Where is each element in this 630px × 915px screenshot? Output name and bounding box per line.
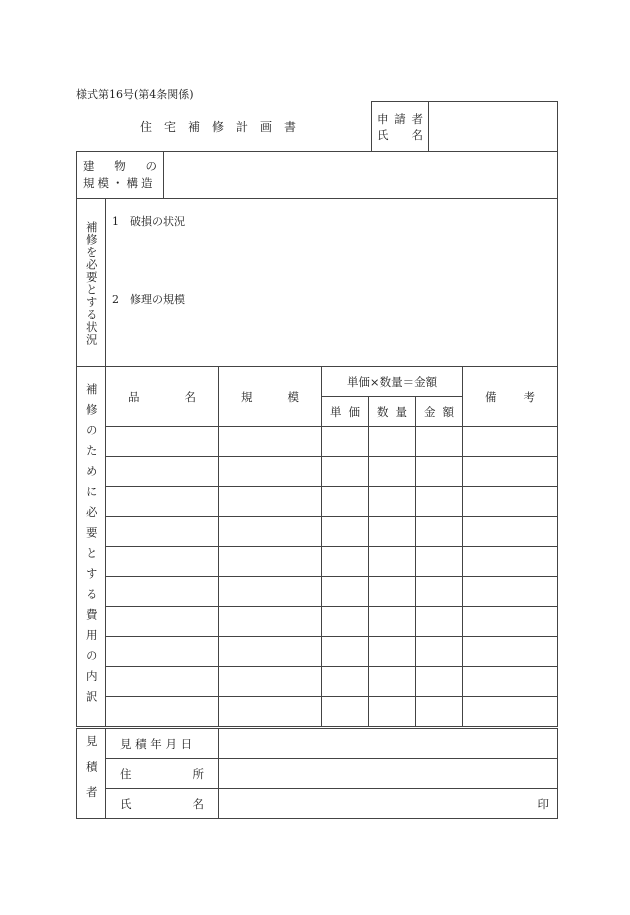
cell-remarks[interactable] bbox=[463, 487, 558, 517]
address-field[interactable] bbox=[219, 759, 558, 789]
name-label: 氏 名 bbox=[106, 789, 219, 819]
applicant-label-bottom: 氏 名 bbox=[377, 127, 423, 142]
building-label: 建 物 の 規模・構造 bbox=[77, 152, 164, 199]
cell-scale[interactable] bbox=[219, 487, 322, 517]
table-row bbox=[77, 667, 558, 697]
cell-amount[interactable] bbox=[416, 427, 463, 457]
building-table bbox=[76, 151, 558, 199]
cell-quantity[interactable] bbox=[369, 427, 416, 457]
cell-scale[interactable] bbox=[219, 697, 322, 727]
cell-amount[interactable] bbox=[416, 517, 463, 547]
table-row bbox=[77, 457, 558, 487]
cell-unit-price[interactable] bbox=[322, 427, 369, 457]
header-table bbox=[76, 101, 558, 152]
cell-amount[interactable] bbox=[416, 487, 463, 517]
cell-quantity[interactable] bbox=[369, 637, 416, 667]
cell-remarks[interactable] bbox=[463, 667, 558, 697]
cell-quantity[interactable] bbox=[369, 697, 416, 727]
cell-amount[interactable] bbox=[416, 667, 463, 697]
cell-scale[interactable] bbox=[219, 457, 322, 487]
cell-remarks[interactable] bbox=[463, 697, 558, 727]
header-formula: 単価×数量＝金額 bbox=[322, 367, 463, 397]
cell-unit-price[interactable] bbox=[322, 697, 369, 727]
cell-remarks[interactable] bbox=[463, 577, 558, 607]
cell-quantity[interactable] bbox=[369, 667, 416, 697]
cell-amount[interactable] bbox=[416, 607, 463, 637]
estimator-table bbox=[76, 728, 558, 819]
header-amount: 金 額 bbox=[416, 397, 463, 427]
cell-remarks[interactable] bbox=[463, 607, 558, 637]
table-row bbox=[77, 427, 558, 457]
cell-item-name[interactable] bbox=[106, 457, 219, 487]
estimate-date-label: 見 積 年 月 日 bbox=[106, 729, 219, 759]
cell-item-name[interactable] bbox=[106, 517, 219, 547]
cell-scale[interactable] bbox=[219, 427, 322, 457]
cell-amount[interactable] bbox=[416, 697, 463, 727]
cell-scale[interactable] bbox=[219, 667, 322, 697]
estimator-side-label: 見積者 bbox=[77, 729, 106, 819]
cell-remarks[interactable] bbox=[463, 637, 558, 667]
cell-unit-price[interactable] bbox=[322, 577, 369, 607]
document-title: 住宅補修計画書 bbox=[77, 102, 372, 152]
cell-remarks[interactable] bbox=[463, 547, 558, 577]
cell-scale[interactable] bbox=[219, 577, 322, 607]
building-label-line2: 規模・構造 bbox=[83, 176, 156, 190]
cell-scale[interactable] bbox=[219, 547, 322, 577]
table-row bbox=[77, 577, 558, 607]
cell-scale[interactable] bbox=[219, 517, 322, 547]
address-label: 住 所 bbox=[106, 759, 219, 789]
repair-scale-item: 2 修理の規模 bbox=[112, 293, 185, 306]
applicant-label-top: 申 請 者 bbox=[377, 111, 423, 126]
cell-item-name[interactable] bbox=[106, 547, 219, 577]
cell-quantity[interactable] bbox=[369, 607, 416, 637]
header-scale: 規 模 bbox=[219, 367, 322, 427]
cell-unit-price[interactable] bbox=[322, 487, 369, 517]
cell-quantity[interactable] bbox=[369, 577, 416, 607]
cell-unit-price[interactable] bbox=[322, 637, 369, 667]
cell-amount[interactable] bbox=[416, 547, 463, 577]
cell-quantity[interactable] bbox=[369, 517, 416, 547]
name-field[interactable] bbox=[219, 789, 558, 819]
header-remarks: 備 考 bbox=[463, 367, 558, 427]
cell-amount[interactable] bbox=[416, 637, 463, 667]
table-row bbox=[77, 637, 558, 667]
table-row bbox=[77, 517, 558, 547]
cell-unit-price[interactable] bbox=[322, 667, 369, 697]
cell-unit-price[interactable] bbox=[322, 547, 369, 577]
applicant-name-field[interactable] bbox=[429, 102, 558, 152]
cost-breakdown-table bbox=[76, 366, 558, 727]
damage-status-item: 1 破損の状況 bbox=[112, 215, 185, 228]
cell-quantity[interactable] bbox=[369, 487, 416, 517]
cell-item-name[interactable] bbox=[106, 637, 219, 667]
cell-item-name[interactable] bbox=[106, 577, 219, 607]
table-row bbox=[77, 607, 558, 637]
repair-situation-body[interactable] bbox=[106, 199, 558, 367]
cell-unit-price[interactable] bbox=[322, 607, 369, 637]
table-row bbox=[77, 487, 558, 517]
cell-quantity[interactable] bbox=[369, 457, 416, 487]
header-quantity: 数 量 bbox=[369, 397, 416, 427]
cell-scale[interactable] bbox=[219, 607, 322, 637]
repair-situation-side-label: 補修を必要とする状況 bbox=[77, 199, 106, 367]
table-row bbox=[77, 697, 558, 727]
cell-item-name[interactable] bbox=[106, 487, 219, 517]
cell-remarks[interactable] bbox=[463, 517, 558, 547]
cell-quantity[interactable] bbox=[369, 547, 416, 577]
estimate-date-field[interactable] bbox=[219, 729, 558, 759]
applicant-label bbox=[372, 102, 429, 152]
repair-situation-table bbox=[76, 198, 558, 367]
cell-unit-price[interactable] bbox=[322, 457, 369, 487]
cell-amount[interactable] bbox=[416, 457, 463, 487]
cell-remarks[interactable] bbox=[463, 457, 558, 487]
cost-side-label: 補修のために必要とする費用の内訳 bbox=[77, 367, 106, 727]
form-number: 様式第16号(第4条関係) bbox=[76, 88, 194, 101]
cell-unit-price[interactable] bbox=[322, 517, 369, 547]
header-item-name: 品 名 bbox=[106, 367, 219, 427]
building-scale-field[interactable] bbox=[164, 152, 558, 199]
cell-item-name[interactable] bbox=[106, 697, 219, 727]
cell-scale[interactable] bbox=[219, 637, 322, 667]
cell-item-name[interactable] bbox=[106, 667, 219, 697]
seal-mark: 印 bbox=[537, 796, 549, 811]
cell-item-name[interactable] bbox=[106, 427, 219, 457]
table-row bbox=[77, 547, 558, 577]
header-unit-price: 単 価 bbox=[322, 397, 369, 427]
cell-remarks[interactable] bbox=[463, 427, 558, 457]
cell-amount[interactable] bbox=[416, 577, 463, 607]
cell-item-name[interactable] bbox=[106, 607, 219, 637]
